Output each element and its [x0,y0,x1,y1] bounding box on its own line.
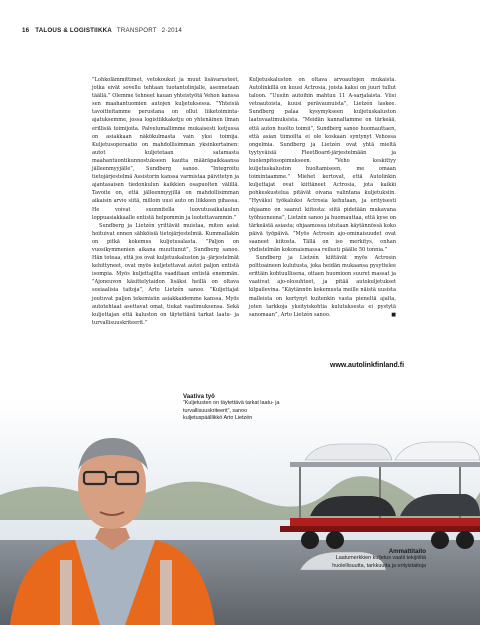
caption-text: ”Kuljetusten on täytettävä tarkat laatu- ja turvallisuuskriteerit”, sanoo kuljetuspäällikkö Arto Lietzén [183,400,280,421]
page-header [22,27,182,34]
photo-caption-2 [316,548,426,570]
paragraph: ”Lohkolämmittimet, vetokoukut ja muut lisävarusteet, jotka eivät sovellu tehtaan tuotantolinjalle, asennetaan täällä.” Olemme tehneet kauan yhteistyötä Vehon kanssa sen maahantuomien autojen kuljetuksessa. ”Yhteisiä tavoitteitamme perustana on ollut liiketoiminta-ajatuksemme, jossa logistiikkaketju on yhtenäinen ilman erillisiä toimijoita. Palvelumallimme mukaisesti ketjussa on asiakkaan näkökulmasta vain yksi toimija. Kuljetusoperaatio on mahdollisimman yksinkertainen: autot kuljetetaan satamasta maahantuontikunnostukseen kautta määräpaikkaansa jälleenmyyjälle”, Sundberg sanoo. ”Integroitu tietojärjestelmä Assistorin kanssa varmistaa päivitetyn ja ajantasaisen tiedonkulun kaikkien osapuolten välillä. Tavoite on, että jälleenmyyjillä on mahdollisimman aikaisin arvio siitä, milloin uusi auto on liikkeen pihassa. He voivat suunnitella luovutusaikataulun loppuasiakkaalle entistä helpommin ja luotettavammin.” [92,77,239,221]
paragraph: Sundberg ja Lietzén yrittävät muistaa, miten asiat hoituivat ennen sähköisiä tietojärjestelmiä. Kummallakin on pitkä kokemus kuljetusalasta. ”Paljon on vuosikymmenien aikana muuttunut”, Sundberg sanoo. Hän toteaa, että jos ovat kuljetuskaluston ja -järjestelmät kehittyneet, ovat myös kuljetettavat autot paljon entistä isompia. Myös kuljettajilta vaaditaan entistä enemmän. ”Ajoneuvon käsittelytaidon lisäksi heillä on oltava sosiaalisia taitoja”, Arto Lietzén sanoo. ”Kuljettajat joutuvat paljon tekemisiin asiakkaidemme kanssa. Myös autotehtaat asettavat omat, tiukat vaatimuksensa. Sekä kuljettajan että kaluston on täytettävä tarkat laatu- ja turvallisuuskriteerit.” [92,222,239,326]
paragraph: Kuljetuskaluston on oltava arvoautojen mukaista. Autolinkillä on kuusi Actrosia, joista kaksi on juuri tullut taloon. ”Uusiin autoihin mahtuu 11 A-sarjalaista. Viisi vetoautoista, kuusi perävaunuista”, Lietzén laskee. Sundberg palaa kysymykseen kuljetuskaluston laatuvaatimuksista. ”Meidän kannaltamme on tärkeää, että auton huolto toimii”, Sundberg sanoo huomauttaen, että asian tiimoilta ei ole koskaan syntynyt Vehossa ongelmia. Sundberg ja Lietzén ovat yhtä mieltä tyytyväisiä FleetBoard-järjestelmään ja huolenpitosopimukseen. ”Veho keskittyy kuljetuskaluston huoltamiseen, me omaan toimintaamme.” Miehet kertovat, että Autolinkin kuljettajat ovat kiittäneet Actrosia, jota kaikki pohkeskustelua pitävät oivana valintana kuljetuksiin. ”Hyväksi työkaluksi Actrosia kehutaan, ja erityisesti ohjaamo on saanut kiitosta: siitä pidetään mukavana työhuoneena”, Lietzén sanoo ja huomauttaa, että kyse on tärkeästä asiasta; ohjaamossa istutaan käytännössä koko päivä työpäivä. ”Myös Actrosin ajo-ominaisuudet ovat saaneet kiitosta. Tällä on iso merkitys, onhan yhdistelmän kokonaismassa reilusti päälle 50 tonnia.” [249,77,396,253]
website-link[interactable]: www.autolinkfinland.fi [330,362,405,369]
article-column-1 [92,76,239,327]
magazine-name: TALOUS & LOGISTIIKKA [35,27,112,34]
caption-text: Laatumerkkien kuljetus vaatii tekijöiltä huolellisuutta, tarkkuutta ja erityistaitoja [332,555,426,569]
article-photo [0,400,480,625]
paragraph-text: Sundberg ja Lietzén kiittävät myös Actrosin polttoaineen kulutusta, joka heidän mukaansa pysyttelee erittäin kohtuullisena, ottaen huomioon suuret massat ja vaativat ajo-olosuhteet, ja pitää autokuljetukset kilpailevina. ”Käytännön kokemusta meille näistä uusista malleista on kertynyt kuitenkin vasta pieneltä ajalta, joten tarkkoja yksityiskohtia kulutuksesta ei pystytä sanomaan”, Arto Lietzén sanoo. [249,255,396,318]
page-number: 16 [22,27,30,34]
issue-number: 2·2014 [161,27,183,34]
article-column-2 [249,76,396,319]
end-mark: ■ [391,311,396,318]
caption-title: Vaativa työ [183,393,215,400]
paragraph [249,254,396,319]
section-name: TRANSPORT [116,27,157,34]
caption-title: Ammattitaito [388,548,426,555]
photo-caption-1 [183,393,283,422]
